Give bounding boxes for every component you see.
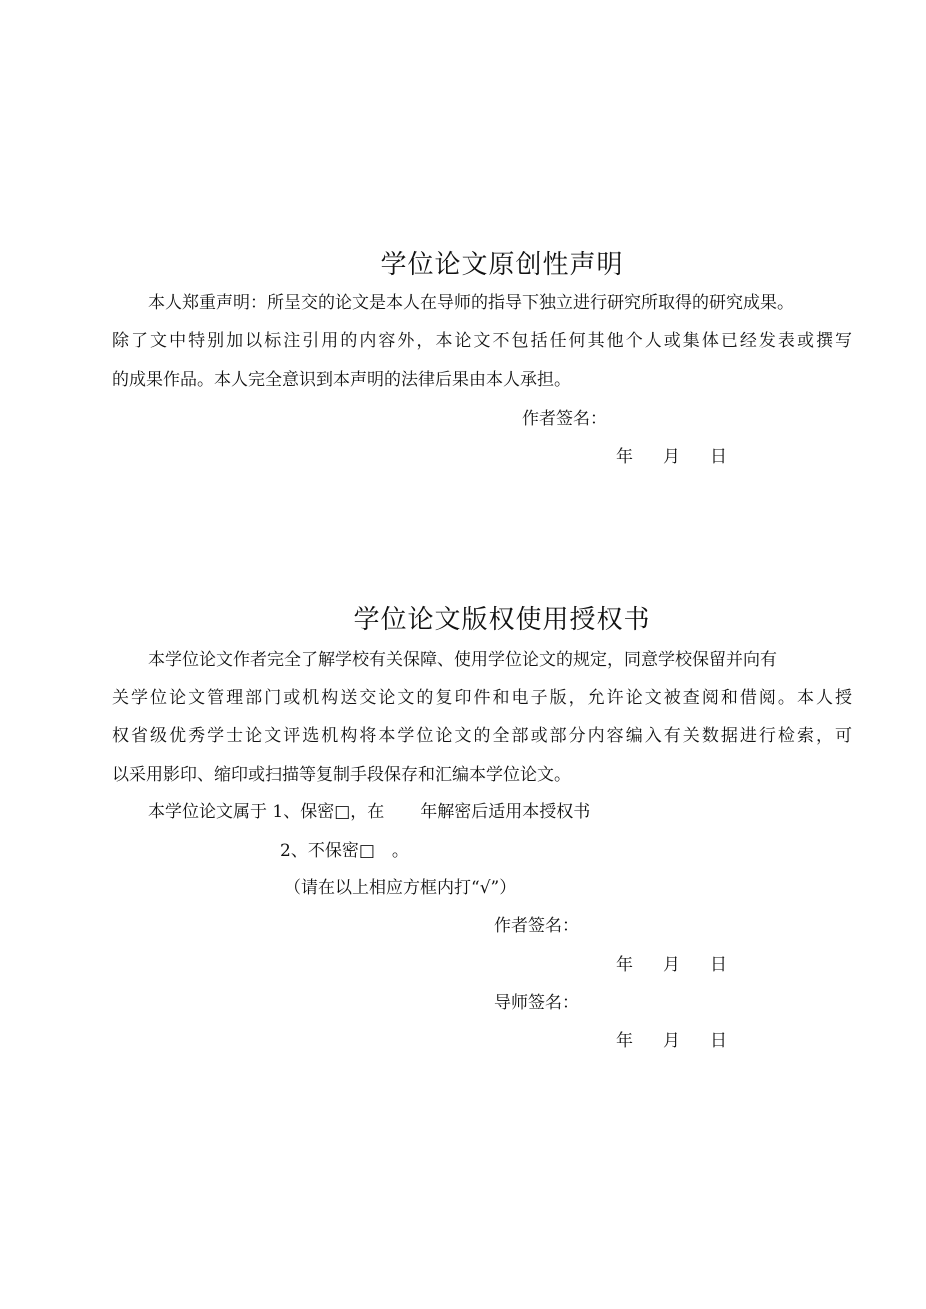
originality-paragraph-line-1: 本人郑重声明：所呈交的论文是本人在导师的指导下独立进行研究所取得的研究成果。 [148, 293, 794, 313]
confidentiality-prefix: 本学位论文属于 1、保密□，在 [148, 802, 385, 822]
authorization-paragraph-line-2: 关学位论文管理部门或机构送交论文的复印件和电子版，允许论文被查阅和借阅。本人授 [112, 688, 852, 708]
date-year: 年 [616, 1031, 633, 1051]
checkbox-instruction: （请在以上相应方框内打“√”） [284, 878, 517, 898]
confidentiality-option-2: 2、不保密□ 。 [280, 841, 409, 861]
author-date-2 [616, 954, 727, 976]
date-month: 月 [663, 447, 680, 467]
authorization-paragraph-line-1: 本学位论文作者完全了解学校有关保障、使用学位论文的规定，同意学校保留并向有 [148, 650, 777, 670]
date-month: 月 [663, 1031, 680, 1051]
date-day: 日 [710, 447, 727, 467]
author-signature-label-2: 作者签名： [494, 916, 579, 936]
confidentiality-option-1 [148, 801, 590, 823]
date-day: 日 [710, 1031, 727, 1051]
date-year: 年 [616, 955, 633, 975]
advisor-date [616, 1030, 727, 1052]
author-date [616, 446, 727, 468]
originality-statement-title: 学位论文原创性声明 [380, 250, 624, 280]
date-day: 日 [710, 955, 727, 975]
originality-paragraph-line-2: 除了文中特别加以标注引用的内容外，本论文不包括任何其他个人或集体已经发表或撰写 [112, 331, 852, 351]
date-year: 年 [616, 447, 633, 467]
copyright-authorization-title: 学位论文版权使用授权书 [353, 605, 651, 635]
confidentiality-suffix: 年解密后适用本授权书 [420, 802, 591, 822]
originality-paragraph-line-3: 的成果作品。本人完全意识到本声明的法律后果由本人承担。 [112, 370, 571, 390]
date-month: 月 [663, 955, 680, 975]
advisor-signature-label: 导师签名： [494, 993, 579, 1013]
author-signature-label: 作者签名： [522, 409, 607, 429]
authorization-paragraph-line-3: 权省级优秀学士论文评选机构将本学位论文的全部或部分内容编入有关数据进行检索，可 [112, 726, 852, 746]
authorization-paragraph-line-4: 以采用影印、缩印或扫描等复制手段保存和汇编本学位论文。 [112, 765, 571, 785]
